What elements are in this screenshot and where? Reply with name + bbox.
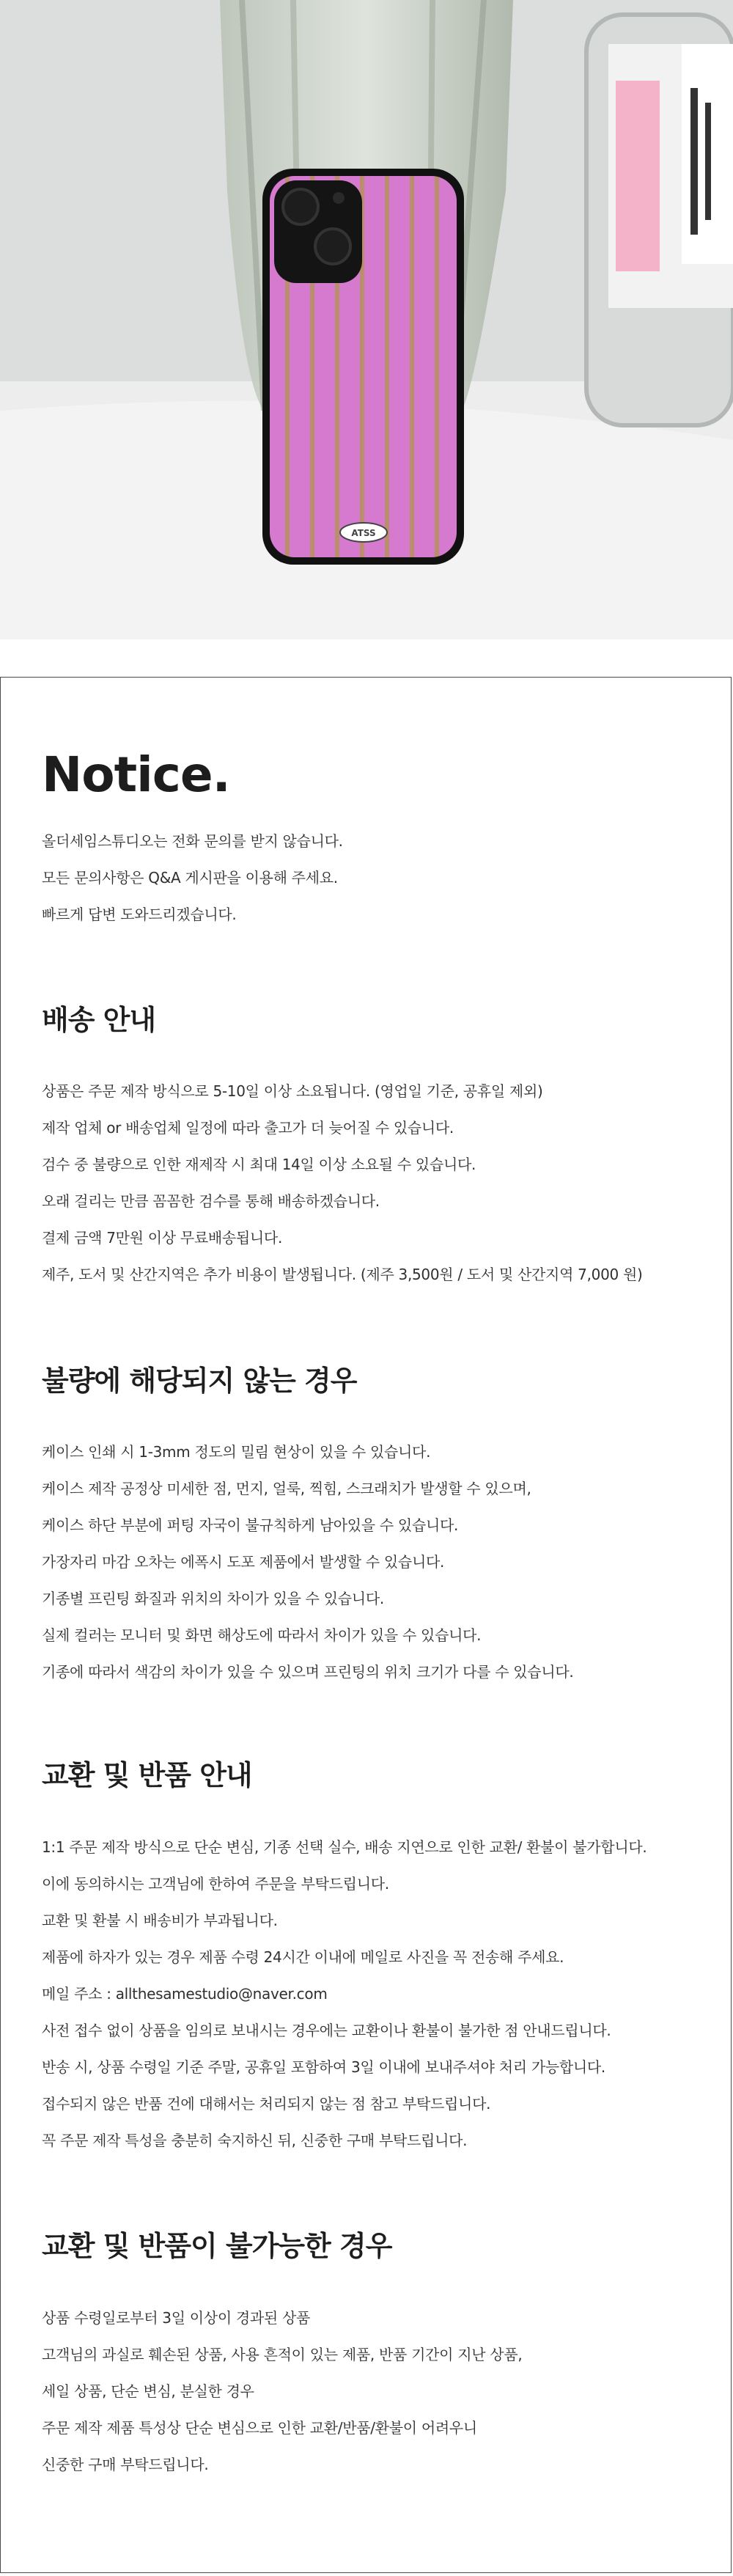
section-title-non-returnable: 교환 및 반품이 불가능한 경우 — [42, 2230, 392, 2262]
exchange-return-line: 1:1 주문 제작 방식으로 단순 변심, 기종 선택 실수, 배송 지연으로 인한 교환/ 환불이 불가합니다. — [42, 1838, 647, 1856]
intro-line: 빠르게 답변 도와드리겠습니다. — [42, 906, 237, 923]
exchange-return-line: 사전 접수 없이 상품을 임의로 보내시는 경우에는 교환이나 환불이 불가한 점 안내드립니다. — [42, 2022, 611, 2039]
non-returnable-line: 신중한 구매 부탁드립니다. — [42, 2456, 209, 2473]
exchange-return-line: 교환 및 환불 시 배송비가 부과됩니다. — [42, 1912, 278, 1929]
shipping-line: 상품은 주문 제작 방식으로 5-10일 이상 소요됩니다. (영업일 기준, 공휴일 제외) — [42, 1082, 543, 1100]
product-photo-illustration — [0, 0, 733, 639]
notice-title: Notice. — [42, 746, 230, 803]
not-defective-line: 가장자리 마감 오차는 에폭시 도포 제품에서 발생할 수 있습니다. — [42, 1553, 445, 1571]
not-defective-line: 기종에 따라서 색감의 차이가 있을 수 있으며 프린팅의 위치 크기가 다를 수 있습니다. — [42, 1663, 574, 1681]
not-defective-line: 케이스 인쇄 시 1-3mm 정도의 밀림 현상이 있을 수 있습니다. — [42, 1443, 431, 1461]
intro-line: 모든 문의사항은 Q&A 게시판을 이용해 주세요. — [42, 869, 338, 887]
shipping-line: 결제 금액 7만원 이상 무료배송됩니다. — [42, 1229, 283, 1247]
not-defective-list — [42, 1434, 573, 1690]
intro-line: 올더세임스튜디오는 전화 문의를 받지 않습니다. — [42, 832, 343, 850]
shipping-list — [42, 1073, 643, 1293]
non-returnable-line: 상품 수령일로부터 3일 이상이 경과된 상품 — [42, 2309, 311, 2327]
shipping-line: 제작 업체 or 배송업체 일정에 따라 출고가 더 늦어질 수 있습니다. — [42, 1119, 454, 1137]
non-returnable-line: 주문 제작 제품 특성상 단순 변심으로 인한 교환/반품/환불이 어려우니 — [42, 2419, 477, 2437]
exchange-return-list — [42, 1829, 647, 2159]
section-title-not-defective: 불량에 해당되지 않는 경우 — [42, 1365, 357, 1397]
glass-jar — [586, 15, 733, 425]
exchange-return-line: 반송 시, 상품 수령일 기준 주말, 공휴일 포함하여 3일 이내에 보내주셔야 처리 가능합니다. — [42, 2058, 605, 2076]
exchange-return-line: 접수되지 않은 반품 건에 대해서는 처리되지 않는 점 참고 부탁드립니다. — [42, 2095, 491, 2113]
section-title-shipping: 배송 안내 — [42, 1004, 156, 1036]
non-returnable-line: 세일 상품, 단순 변심, 분실한 경우 — [42, 2382, 254, 2400]
exchange-return-line: 제품에 하자가 있는 경우 제품 수령 24시간 이내에 메일로 사진을 꼭 전송해 주세요. — [42, 1948, 564, 1966]
not-defective-line: 실제 컬러는 모니터 및 화면 해상도에 따라서 차이가 있을 수 있습니다. — [42, 1626, 482, 1644]
section-title-exchange-return: 교환 및 반품 안내 — [42, 1759, 252, 1791]
not-defective-line: 기종별 프린팅 화질과 위치의 차이가 있을 수 있습니다. — [42, 1590, 384, 1607]
exchange-return-line: 이에 동의하시는 고객님에 한하여 주문을 부탁드립니다. — [42, 1875, 389, 1893]
non-returnable-list — [42, 2300, 522, 2483]
shipping-line: 제주, 도서 및 산간지역은 추가 비용이 발생됩니다. (제주 3,500원 / 도서 및 산간지역 7,000 원) — [42, 1266, 643, 1283]
phone-case — [262, 169, 464, 565]
case-badge-text: ATSS — [351, 528, 376, 538]
not-defective-line: 케이스 하단 부분에 퍼팅 자국이 불규칙하게 남아있을 수 있습니다. — [42, 1516, 459, 1534]
exchange-return-line: 메일 주소 : allthesamestudio@naver.com — [42, 1985, 328, 2003]
intro-list — [42, 823, 343, 933]
notice-box — [0, 677, 732, 2573]
non-returnable-line: 고객님의 과실로 훼손된 상품, 사용 흔적이 있는 제품, 반품 기간이 지난 상품, — [42, 2346, 523, 2363]
not-defective-line: 케이스 제작 공정상 미세한 점, 먼지, 얼룩, 찍힘, 스크래치가 발생할 수 있으며, — [42, 1480, 531, 1497]
product-photo — [0, 0, 733, 639]
shipping-line: 오래 걸리는 만큼 꼼꼼한 검수를 통해 배송하겠습니다. — [42, 1192, 380, 1210]
shipping-line: 검수 중 불량으로 인한 재제작 시 최대 14일 이상 소요될 수 있습니다. — [42, 1156, 476, 1173]
exchange-return-line: 꼭 주문 제작 특성을 충분히 숙지하신 뒤, 신중한 구매 부탁드립니다. — [42, 2132, 468, 2149]
